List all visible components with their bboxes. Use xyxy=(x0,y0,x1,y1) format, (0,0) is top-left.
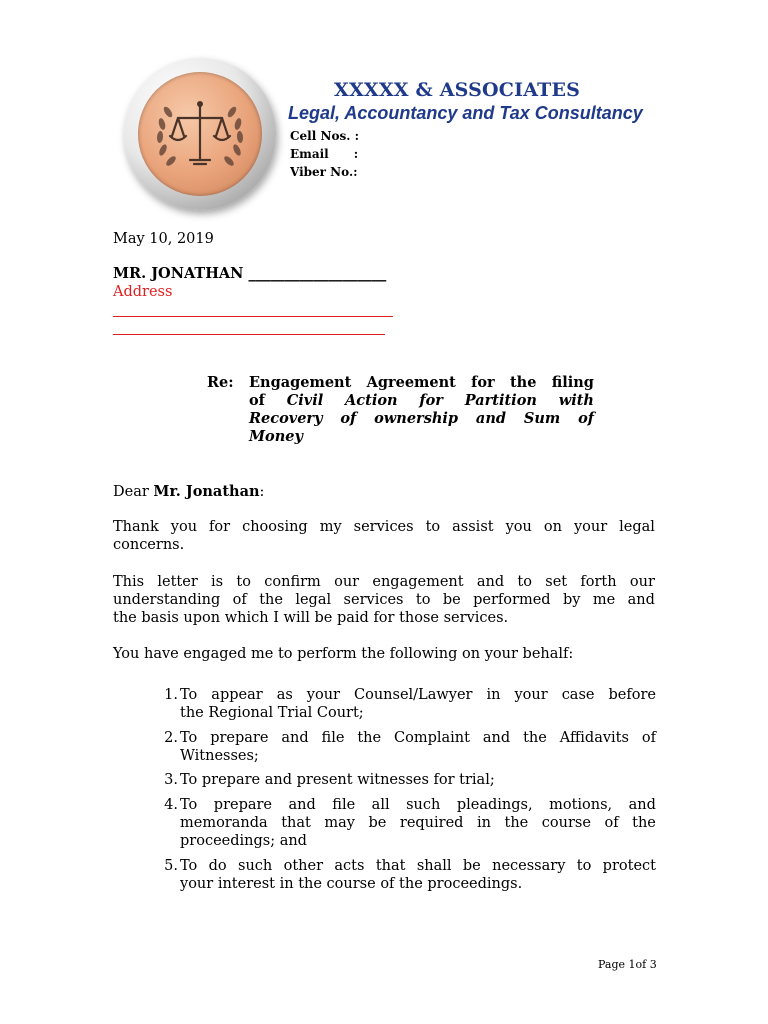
word: the xyxy=(523,730,547,746)
word: necessary xyxy=(492,858,566,874)
subject-word: Partition xyxy=(464,392,537,409)
word: Counsel/Lawyer xyxy=(354,687,473,703)
scales-of-justice-icon xyxy=(138,72,262,196)
subject-line xyxy=(249,392,594,410)
subject-word: Engagement xyxy=(249,374,352,391)
word: witnesses xyxy=(357,772,434,788)
addressee: MR. JONATHAN ___________________ xyxy=(113,265,387,282)
word: and xyxy=(279,833,307,849)
salutation-prefix: Dear xyxy=(113,484,154,500)
text-line xyxy=(180,832,656,850)
list-item-text xyxy=(180,857,656,893)
text-line xyxy=(180,814,656,832)
list-number: 5. xyxy=(164,858,178,874)
word: engagement xyxy=(372,574,464,590)
paragraph-thanks xyxy=(113,518,655,554)
word: our xyxy=(334,574,360,590)
word: the xyxy=(357,730,382,746)
word: and xyxy=(628,797,656,813)
word: the xyxy=(259,592,283,608)
address-line-2 xyxy=(113,334,385,335)
word: set xyxy=(545,574,568,590)
word: file xyxy=(332,797,356,813)
word: To xyxy=(180,772,202,788)
word: before xyxy=(608,687,656,703)
list-number: 1. xyxy=(164,687,178,703)
word: perform xyxy=(297,646,362,662)
word: and xyxy=(627,592,655,608)
word: for xyxy=(433,772,460,788)
word: the xyxy=(113,610,142,626)
word: confirm xyxy=(264,574,321,590)
subject-word: Recovery xyxy=(249,410,323,427)
word: your xyxy=(484,646,523,662)
subject-word: Agreement xyxy=(366,374,456,391)
text-line xyxy=(180,796,656,814)
salutation-name: Mr. Jonathan xyxy=(153,483,260,500)
word: protect xyxy=(602,858,656,874)
word: of xyxy=(604,815,619,831)
word: shall xyxy=(416,858,452,874)
word: Complaint xyxy=(394,730,470,746)
salutation-suffix: : xyxy=(259,484,265,500)
text-line xyxy=(113,609,655,627)
text-line xyxy=(180,875,656,893)
word: for xyxy=(373,610,400,626)
word: paid xyxy=(336,610,374,626)
subject-text xyxy=(249,374,594,446)
word: interest xyxy=(217,876,280,892)
word: course xyxy=(541,815,591,831)
word: you xyxy=(170,519,198,535)
word: that xyxy=(281,815,311,831)
text-line xyxy=(113,645,655,663)
firm-tagline: Legal, Accountancy and Tax Consultancy xyxy=(288,103,643,123)
text-line xyxy=(180,747,656,765)
word: my xyxy=(319,519,342,535)
word: Trial xyxy=(277,705,317,721)
salutation xyxy=(113,483,264,500)
contact-block xyxy=(290,127,359,181)
word: me xyxy=(592,592,616,608)
word: be xyxy=(314,610,337,626)
word: course xyxy=(326,876,381,892)
word: other xyxy=(283,858,324,874)
word: to xyxy=(415,592,431,608)
word: prepare xyxy=(201,772,265,788)
word: required xyxy=(399,815,464,831)
subject-word: ownership xyxy=(374,410,459,427)
subject-word: for xyxy=(419,392,443,409)
word: your xyxy=(306,687,340,703)
word: To xyxy=(180,687,198,703)
paragraph-services-intro xyxy=(113,645,655,663)
subject-word: Action xyxy=(345,392,398,409)
word: understanding xyxy=(113,592,221,608)
word: services xyxy=(353,519,414,535)
word: following xyxy=(389,646,463,662)
word: This xyxy=(113,574,145,590)
text-line xyxy=(113,536,655,554)
list-item-text xyxy=(180,796,656,850)
list-item-text xyxy=(180,729,656,765)
word: our xyxy=(629,574,655,590)
word: performed xyxy=(473,592,551,608)
word: I xyxy=(273,610,284,626)
word: file xyxy=(321,730,345,746)
word: for xyxy=(209,519,231,535)
word: assist xyxy=(452,519,494,535)
word: acts xyxy=(334,858,365,874)
word: those xyxy=(399,610,444,626)
word: services xyxy=(343,592,404,608)
subject-word: Money xyxy=(249,428,303,445)
text-line xyxy=(180,686,656,704)
word: case xyxy=(561,687,595,703)
subject-word: for xyxy=(471,374,495,391)
word: Witnesses; xyxy=(180,748,259,764)
text-line xyxy=(113,591,655,609)
text-line xyxy=(180,857,656,875)
word: be xyxy=(442,592,461,608)
word: and xyxy=(288,797,316,813)
word: appear xyxy=(211,687,263,703)
word: present xyxy=(296,772,358,788)
word: that xyxy=(375,858,406,874)
subject-label: Re: xyxy=(207,374,234,391)
seal-medallion xyxy=(138,72,262,196)
word: Affidavits xyxy=(559,730,629,746)
word: concerns. xyxy=(113,537,185,553)
subject-word: filing xyxy=(551,374,594,391)
subject-word: of xyxy=(340,410,357,427)
subject-word: Sum xyxy=(523,410,561,427)
word: your xyxy=(573,519,608,535)
word: To xyxy=(180,858,198,874)
word: and xyxy=(281,730,309,746)
word: and xyxy=(264,772,297,788)
word: the xyxy=(180,705,209,721)
word: the xyxy=(632,815,656,831)
word: you xyxy=(505,519,532,535)
list-number: 3. xyxy=(164,772,178,788)
subject-word: the xyxy=(509,374,537,391)
word: to xyxy=(236,574,251,590)
word: be xyxy=(462,858,481,874)
text-line xyxy=(113,518,655,536)
word: on xyxy=(543,519,562,535)
word: the xyxy=(504,815,529,831)
word: the xyxy=(361,646,390,662)
word: pleadings, xyxy=(456,797,533,813)
word: prepare xyxy=(213,797,273,813)
letter-date: May 10, 2019 xyxy=(113,231,214,247)
word: such xyxy=(406,797,441,813)
word: proceedings. xyxy=(427,876,523,892)
word: forth xyxy=(580,574,617,590)
word: Regional xyxy=(208,705,278,721)
word: such xyxy=(238,858,273,874)
word: may xyxy=(324,815,355,831)
word: You xyxy=(113,646,144,662)
word: be xyxy=(368,815,387,831)
word: on xyxy=(462,646,485,662)
word: the xyxy=(399,876,428,892)
word: memoranda xyxy=(180,815,268,831)
word: which xyxy=(224,610,274,626)
word: legal xyxy=(619,519,655,535)
word: of xyxy=(641,730,656,746)
word: prepare xyxy=(210,730,269,746)
word: to xyxy=(576,858,592,874)
word: by xyxy=(562,592,581,608)
word: legal xyxy=(295,592,332,608)
subject-word: with xyxy=(558,392,594,409)
list-item-text xyxy=(180,771,656,789)
paragraph-engagement xyxy=(113,573,655,627)
word: have xyxy=(144,646,184,662)
word: Thank xyxy=(113,519,159,535)
subject-line xyxy=(249,428,594,446)
word: do xyxy=(208,858,227,874)
cell-label: Cell Nos. : xyxy=(290,129,359,143)
list-number: 2. xyxy=(164,730,178,746)
subject-word: of xyxy=(249,392,265,409)
word: Court; xyxy=(316,705,364,721)
subject-word: and xyxy=(475,410,506,427)
word: as xyxy=(276,687,293,703)
address-line-1 xyxy=(113,316,393,317)
word: of xyxy=(232,592,247,608)
word: will xyxy=(283,610,315,626)
word: me xyxy=(250,646,278,662)
word: all xyxy=(371,797,390,813)
word: to xyxy=(425,519,441,535)
word: and xyxy=(476,574,505,590)
word: To xyxy=(180,730,198,746)
word: basis xyxy=(141,610,184,626)
email-label: Email : xyxy=(290,147,359,161)
text-line xyxy=(180,771,656,789)
viber-label: Viber No.: xyxy=(290,165,358,179)
text-line xyxy=(113,573,655,591)
word: to xyxy=(517,574,532,590)
word: is xyxy=(211,574,224,590)
text-line xyxy=(180,729,656,747)
subject-word: Civil xyxy=(286,392,324,409)
word: behalf: xyxy=(522,646,574,662)
page-number: Page 1of 3 xyxy=(598,958,657,971)
word: trial; xyxy=(459,772,495,788)
word: to xyxy=(277,646,298,662)
word: your xyxy=(180,876,218,892)
word: To xyxy=(180,797,198,813)
text-line xyxy=(180,704,656,722)
subject-word: of xyxy=(578,410,594,427)
subject-line xyxy=(249,410,594,428)
word: letter xyxy=(157,574,198,590)
firm-name: XXXXX & ASSOCIATES xyxy=(334,79,581,101)
word: services. xyxy=(443,610,509,626)
word: motions, xyxy=(549,797,613,813)
word: proceedings; xyxy=(180,833,280,849)
word: of xyxy=(380,876,400,892)
word: the xyxy=(298,876,327,892)
firm-seal xyxy=(124,58,276,210)
word: in xyxy=(279,876,299,892)
list-item-text xyxy=(180,686,656,722)
word: upon xyxy=(183,610,225,626)
word: your xyxy=(514,687,548,703)
word: in xyxy=(477,815,491,831)
word: in xyxy=(486,687,501,703)
list-number: 4. xyxy=(164,797,178,813)
address-label: Address xyxy=(113,284,173,300)
subject-line xyxy=(249,374,594,392)
word: engaged xyxy=(183,646,251,662)
word: choosing xyxy=(242,519,308,535)
word: and xyxy=(482,730,511,746)
